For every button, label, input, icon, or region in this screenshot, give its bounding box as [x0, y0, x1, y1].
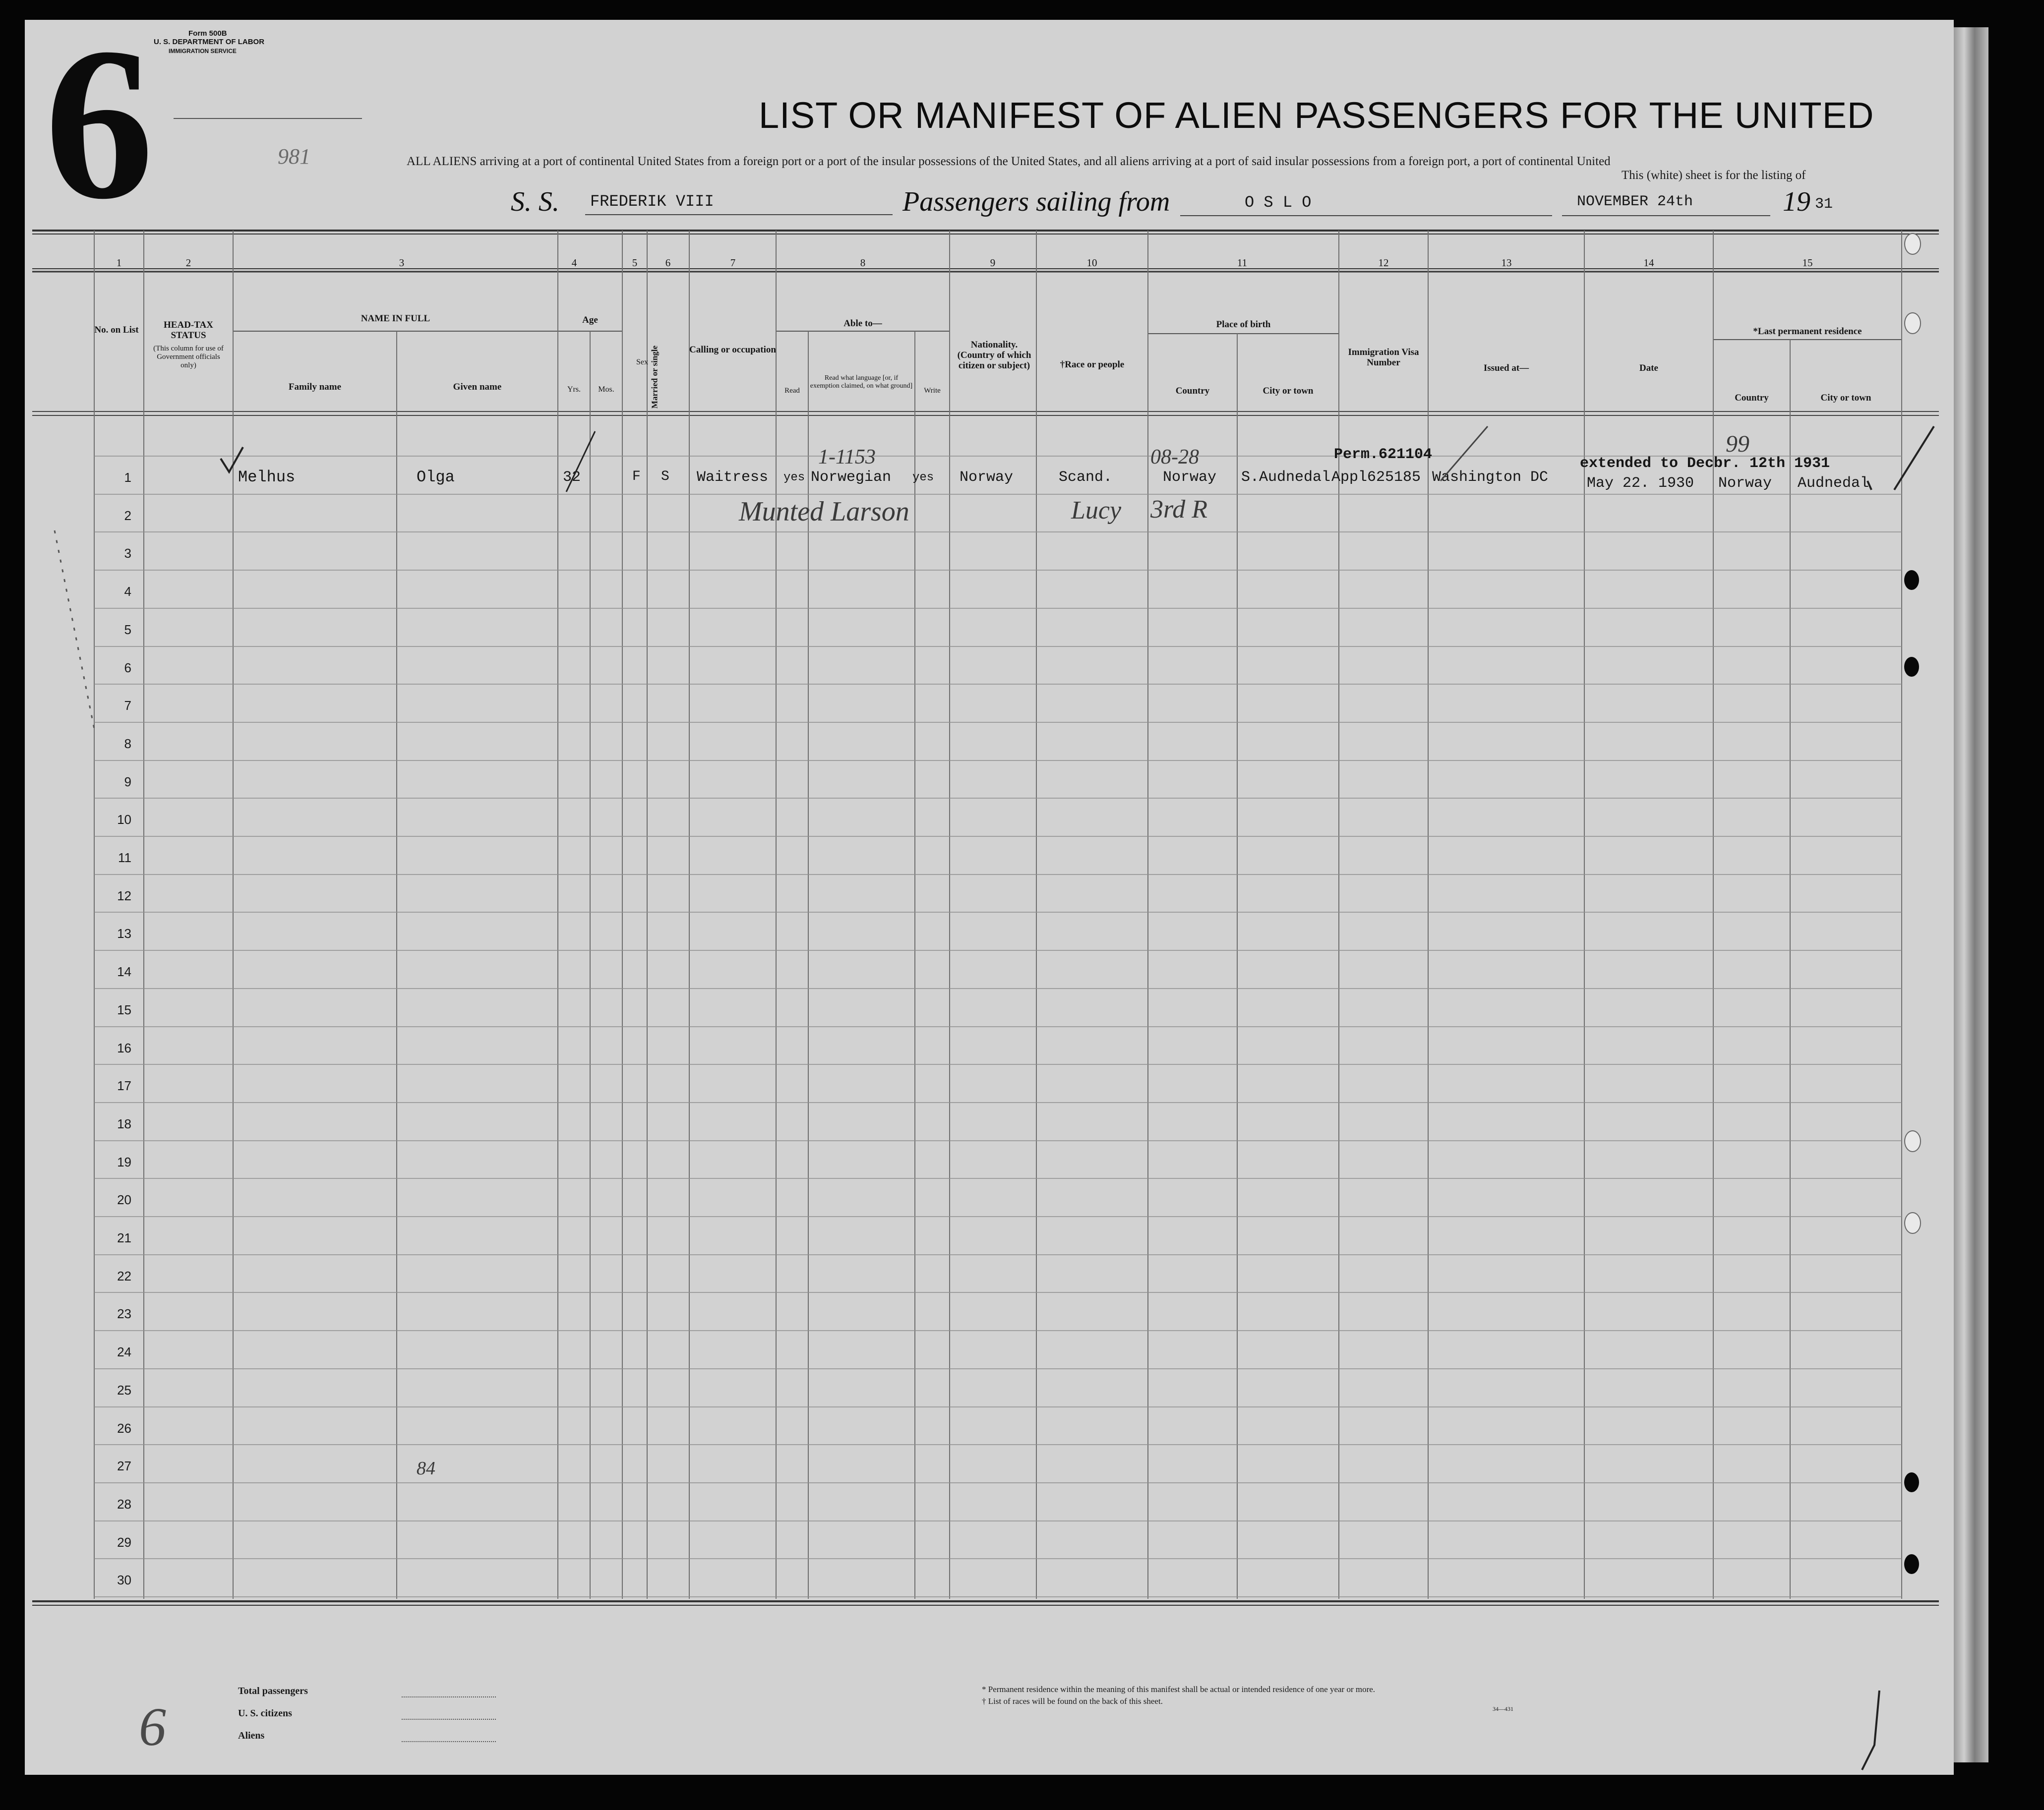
- binder-hole: [1904, 1472, 1919, 1492]
- entry-race: Scand.: [1059, 469, 1113, 486]
- departure-port: O S L O: [1245, 193, 1312, 212]
- header-married: Married or single: [650, 345, 660, 409]
- binder-hole: [1904, 1130, 1921, 1152]
- us-citizens-line: [402, 1719, 496, 1720]
- bottom-left-mark: 6: [139, 1696, 166, 1757]
- ship-name: FREDERIK VIII: [590, 192, 714, 211]
- read-code-note: 1-1153: [818, 446, 876, 468]
- row-number: 24: [117, 1344, 131, 1359]
- total-passengers-line: [402, 1696, 496, 1697]
- voyage-date: NOVEMBER 24th: [1577, 193, 1693, 210]
- row2-class-note: 3rd R: [1150, 495, 1208, 524]
- form-number: Form 500B: [188, 29, 227, 38]
- row1-check: [221, 447, 243, 472]
- column-number: 1: [116, 257, 122, 269]
- header-birth-country: Country: [1175, 386, 1210, 396]
- column-number: 12: [1378, 257, 1389, 269]
- row-number: 8: [124, 736, 131, 751]
- entry-read: yes: [783, 471, 805, 484]
- header-visa-number: Immigration Visa Number: [1348, 347, 1419, 368]
- sheet-number: 6: [45, 20, 154, 244]
- entry-date-line1: extended to Decbr. 12th 1931: [1580, 455, 1830, 472]
- stamp-number: 981: [278, 144, 310, 169]
- ss-label: S. S.: [511, 186, 559, 217]
- year-prefix: 19: [1783, 186, 1810, 217]
- row1-end-tick: [1867, 481, 1871, 490]
- row-number: 2: [124, 508, 131, 523]
- row-number: 17: [117, 1078, 131, 1093]
- subtitle-line1: ALL ALIENS arriving at a port of continental United States from a foreign port or a port of the insular possessions of the United States, and all aliens arriving at a port of said insular possessions from a foreign port, a port of continental United: [407, 155, 1611, 168]
- entry-sex: F: [632, 469, 641, 484]
- row2-race-note: Lucy: [1071, 496, 1122, 525]
- entry-marital: S: [661, 469, 669, 484]
- header-no-on-list: No. on List: [94, 325, 139, 335]
- entry-issued-at: Washington DC: [1432, 469, 1549, 486]
- form-department: U. S. DEPARTMENT OF LABOR: [154, 38, 265, 46]
- entry-date-line2: May 22. 1930: [1587, 475, 1694, 492]
- column-number: 9: [990, 257, 996, 269]
- row-number: 25: [117, 1383, 131, 1398]
- birth-code-note: 08-28: [1150, 446, 1199, 468]
- binder-hole: [1904, 1554, 1919, 1574]
- header-read-language: Read what language [or, if exemption claimed, on what ground]: [810, 374, 913, 390]
- entry-age-years: 32: [563, 469, 581, 486]
- header-issued-at: Issued at—: [1483, 363, 1529, 373]
- binding-edge: [1954, 27, 1988, 1762]
- row1-end-check: [1894, 426, 1934, 490]
- footer-total-passengers: Total passengers: [238, 1686, 308, 1696]
- row-number: 1: [124, 470, 131, 485]
- binder-hole: [1904, 570, 1919, 590]
- header-birth-city: City or town: [1262, 386, 1314, 396]
- row-number: 9: [124, 774, 131, 789]
- header-yrs: Yrs.: [567, 385, 581, 394]
- header-age: Age: [582, 315, 598, 325]
- column-number: 5: [632, 257, 638, 269]
- row-number: 28: [117, 1497, 131, 1512]
- row27-mark: 84: [417, 1458, 435, 1479]
- header-race: †Race or people: [1060, 359, 1125, 370]
- entry-visa-line1: Perm.621104: [1334, 446, 1433, 463]
- header-mos: Mos.: [598, 385, 614, 394]
- subtitle-line2: This (white) sheet is for the listing of: [1622, 169, 1806, 182]
- header-read: Read: [784, 387, 800, 395]
- row-number: 19: [117, 1155, 131, 1169]
- row-number: 29: [117, 1535, 131, 1550]
- row-number: 3: [124, 546, 131, 561]
- column-number: 14: [1643, 257, 1654, 269]
- manifest-title: LIST OR MANIFEST OF ALIEN PASSENGERS FOR THE UNITED: [759, 95, 1874, 136]
- entry-given-name: Olga: [417, 468, 455, 486]
- header-given-name: Given name: [453, 382, 502, 392]
- column-number: 13: [1501, 257, 1512, 269]
- issued-slash: [1441, 426, 1488, 481]
- header-nationality: Nationality. (Country of which citizen or subject): [957, 340, 1031, 371]
- column-number: 11: [1237, 257, 1248, 269]
- header-family-name: Family name: [288, 382, 342, 392]
- form-service: IMMIGRATION SERVICE: [169, 48, 237, 55]
- row-number: 10: [117, 812, 131, 827]
- aliens-line: [402, 1741, 496, 1742]
- header-name-in-full: NAME IN FULL: [361, 313, 430, 324]
- row-number: 16: [117, 1041, 131, 1055]
- entry-write: yes: [912, 471, 934, 484]
- entry-birth-city: S.Audnedal: [1241, 469, 1331, 486]
- row-number: 13: [117, 926, 131, 941]
- binder-hole: [1904, 1212, 1921, 1234]
- column-number: 4: [571, 257, 577, 269]
- column-number: 3: [399, 257, 405, 269]
- row-number: 4: [124, 584, 131, 599]
- entry-birth-country: Norway: [1163, 469, 1217, 486]
- header-head-tax: HEAD-TAX STATUS: [164, 320, 213, 341]
- entry-nationality: Norway: [960, 469, 1014, 486]
- entry-visa-line2: Appl625185: [1331, 469, 1421, 486]
- entry-family-name: Melhus: [238, 468, 296, 486]
- header-calling: Calling or occupation: [689, 345, 776, 355]
- entry-language: Norwegian: [811, 469, 892, 486]
- header-head-tax-note: (This column for use of Government officials only): [153, 345, 224, 369]
- margin-scribble: [55, 530, 94, 729]
- year-suffix: 31: [1815, 196, 1833, 213]
- footer-us-citizens: U. S. citizens: [238, 1708, 292, 1719]
- binder-hole: [1904, 233, 1921, 255]
- footer-check: [1862, 1691, 1879, 1770]
- entry-res-country: Norway: [1718, 475, 1772, 492]
- row-number: 26: [117, 1421, 131, 1436]
- header-sex: Sex: [636, 358, 648, 366]
- row-number: 6: [124, 660, 131, 675]
- manifest-sheet: [25, 20, 1954, 1775]
- row-number: 12: [117, 888, 131, 903]
- header-date: Date: [1639, 363, 1658, 373]
- sailing-label: Passengers sailing from: [902, 186, 1170, 217]
- row2-signature: Munted Larson: [739, 496, 909, 527]
- column-number: 6: [665, 257, 671, 269]
- footer-note-races: † List of races will be found on the back of this sheet.: [982, 1696, 1163, 1706]
- row-number: 5: [124, 622, 131, 637]
- row-number: 27: [117, 1459, 131, 1473]
- footer-code: 34—431: [1493, 1705, 1513, 1712]
- header-res-country: Country: [1735, 393, 1769, 403]
- row-number: 20: [117, 1192, 131, 1207]
- row-number: 18: [117, 1116, 131, 1131]
- footer-aliens: Aliens: [238, 1730, 265, 1741]
- row-number: 30: [117, 1573, 131, 1587]
- column-number: 10: [1086, 257, 1097, 269]
- check-marks: [25, 20, 1954, 1775]
- row-number: 14: [117, 964, 131, 979]
- row-number: 22: [117, 1269, 131, 1284]
- binder-hole: [1904, 657, 1919, 677]
- entry-occupation: Waitress: [697, 469, 769, 486]
- header-write: Write: [924, 387, 941, 395]
- entry-res-city: Audnedal: [1798, 475, 1869, 492]
- row-number: 23: [117, 1306, 131, 1321]
- date-mark-note: 99: [1726, 431, 1749, 457]
- footer-note-residence: * Permanent residence within the meaning of this manifest shall be actual or intended residence of one year or more.: [982, 1685, 1376, 1694]
- column-number: 2: [185, 257, 191, 269]
- row-number: 7: [124, 698, 131, 713]
- header-able-to: Able to—: [843, 318, 882, 329]
- column-number: 7: [730, 257, 736, 269]
- binder-hole: [1904, 312, 1921, 334]
- row-number: 15: [117, 1002, 131, 1017]
- column-number: 8: [860, 257, 866, 269]
- header-place-of-birth: Place of birth: [1216, 319, 1271, 330]
- age-slash: [566, 431, 595, 492]
- header-last-residence: *Last permanent residence: [1753, 326, 1862, 337]
- header-res-city: City or town: [1820, 393, 1871, 403]
- row-number: 11: [118, 850, 131, 865]
- column-number: 15: [1802, 257, 1813, 269]
- row-number: 21: [117, 1230, 131, 1245]
